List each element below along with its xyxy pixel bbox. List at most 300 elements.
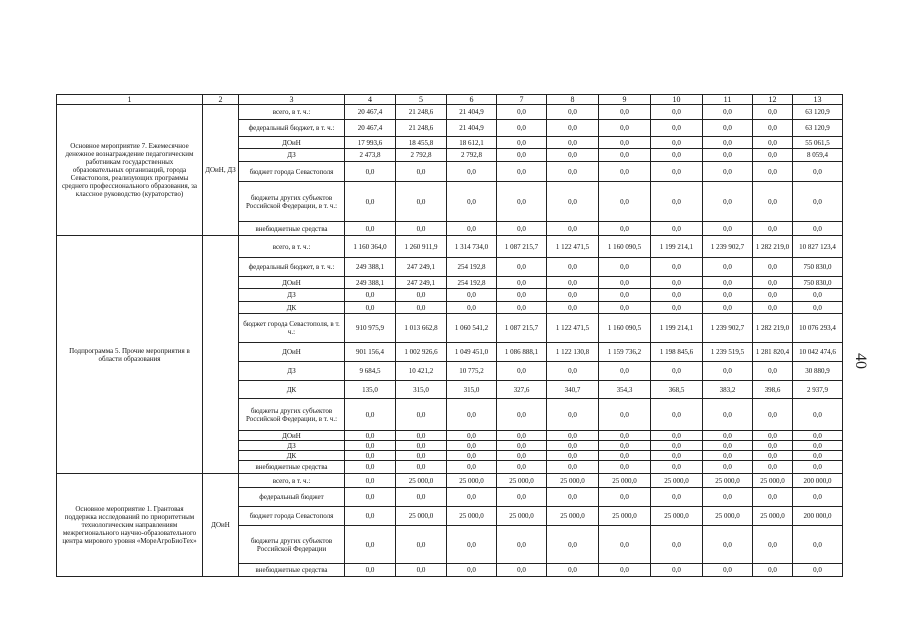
amount-cell: 0,0 (547, 137, 599, 149)
amount-cell: 0,0 (396, 526, 447, 564)
amount-cell: 0,0 (547, 277, 599, 289)
funding-source: федеральный бюджет, в т. ч.: (239, 120, 345, 137)
funding-source: бюджет города Севастополя (239, 507, 345, 526)
amount-cell: 249 388,1 (345, 258, 396, 277)
amount-cell: 2 792,8 (447, 149, 497, 162)
column-number: 8 (547, 95, 599, 105)
amount-cell: 55 061,5 (793, 137, 843, 149)
amount-cell: 398,6 (753, 381, 793, 399)
amount-cell: 0,0 (497, 120, 547, 137)
amount-cell: 0,0 (396, 451, 447, 461)
amount-cell: 0,0 (345, 507, 396, 526)
amount-cell: 63 120,9 (793, 120, 843, 137)
table-row (57, 105, 843, 120)
amount-cell: 0,0 (703, 431, 753, 441)
amount-cell: 200 000,0 (793, 507, 843, 526)
amount-cell: 0,0 (497, 258, 547, 277)
amount-cell: 1 260 911,9 (396, 236, 447, 258)
amount-cell: 0,0 (703, 461, 753, 474)
amount-cell: 0,0 (793, 399, 843, 431)
funding-source: внебюджетные средства (239, 461, 345, 474)
amount-cell: 0,0 (651, 461, 703, 474)
amount-cell: 0,0 (547, 162, 599, 182)
amount-cell: 0,0 (599, 137, 651, 149)
amount-cell: 200 000,0 (793, 474, 843, 488)
funding-source: федеральный бюджет (239, 488, 345, 507)
amount-cell: 0,0 (753, 149, 793, 162)
amount-cell: 8 059,4 (793, 149, 843, 162)
amount-cell: 0,0 (447, 488, 497, 507)
column-number: 3 (239, 95, 345, 105)
amount-cell: 0,0 (396, 222, 447, 236)
amount-cell: 0,0 (345, 399, 396, 431)
amount-cell: 0,0 (599, 461, 651, 474)
amount-cell: 0,0 (703, 488, 753, 507)
amount-cell: 0,0 (497, 222, 547, 236)
amount-cell: 1 159 736,2 (599, 343, 651, 362)
amount-cell: 0,0 (447, 441, 497, 451)
column-number: 6 (447, 95, 497, 105)
amount-cell: 0,0 (753, 105, 793, 120)
amount-cell: 0,0 (447, 399, 497, 431)
amount-cell: 0,0 (599, 526, 651, 564)
amount-cell: 910 975,9 (345, 314, 396, 343)
funding-source: ДОиН (239, 277, 345, 289)
amount-cell: 0,0 (753, 120, 793, 137)
amount-cell: 0,0 (497, 431, 547, 441)
funding-source: федеральный бюджет, в т. ч.: (239, 258, 345, 277)
funding-source: ДЗ (239, 362, 345, 381)
amount-cell: 0,0 (651, 258, 703, 277)
amount-cell: 0,0 (703, 564, 753, 577)
amount-cell: 17 993,6 (345, 137, 396, 149)
amount-cell: 0,0 (753, 277, 793, 289)
amount-cell: 0,0 (599, 289, 651, 302)
amount-cell: 327,6 (497, 381, 547, 399)
amount-cell: 1 160 090,5 (599, 236, 651, 258)
amount-cell: 10 775,2 (447, 362, 497, 381)
amount-cell: 0,0 (703, 149, 753, 162)
amount-cell: 0,0 (599, 431, 651, 441)
amount-cell: 315,0 (396, 381, 447, 399)
amount-cell: 0,0 (793, 526, 843, 564)
amount-cell: 1 199 214,1 (651, 314, 703, 343)
amount-cell: 21 404,9 (447, 105, 497, 120)
funding-source: ДК (239, 381, 345, 399)
amount-cell: 1 013 662,8 (396, 314, 447, 343)
amount-cell: 0,0 (599, 120, 651, 137)
column-number: 10 (651, 95, 703, 105)
amount-cell: 0,0 (753, 399, 793, 431)
amount-cell: 1 049 451,0 (447, 343, 497, 362)
executor: ДОиН (203, 474, 239, 577)
amount-cell: 0,0 (703, 302, 753, 314)
amount-cell: 25 000,0 (753, 474, 793, 488)
funding-source: всего, в т. ч.: (239, 236, 345, 258)
amount-cell: 25 000,0 (396, 474, 447, 488)
amount-cell: 0,0 (497, 289, 547, 302)
amount-cell: 0,0 (447, 222, 497, 236)
amount-cell: 0,0 (547, 149, 599, 162)
amount-cell: 135,0 (345, 381, 396, 399)
amount-cell: 1 002 926,6 (396, 343, 447, 362)
header-row (57, 95, 843, 105)
amount-cell: 0,0 (447, 461, 497, 474)
amount-cell: 0,0 (497, 277, 547, 289)
column-number: 11 (703, 95, 753, 105)
amount-cell: 0,0 (753, 182, 793, 222)
funding-source: ДЗ (239, 149, 345, 162)
amount-cell: 0,0 (703, 441, 753, 451)
funding-source: ДК (239, 451, 345, 461)
amount-cell: 315,0 (447, 381, 497, 399)
amount-cell: 0,0 (447, 564, 497, 577)
amount-cell: 25 000,0 (497, 474, 547, 488)
amount-cell: 0,0 (703, 362, 753, 381)
amount-cell: 30 880,9 (793, 362, 843, 381)
amount-cell: 20 467,4 (345, 105, 396, 120)
amount-cell: 1 282 219,0 (753, 236, 793, 258)
amount-cell: 0,0 (753, 302, 793, 314)
amount-cell: 0,0 (345, 564, 396, 577)
amount-cell: 1 122 130,8 (547, 343, 599, 362)
amount-cell: 254 192,8 (447, 277, 497, 289)
amount-cell: 0,0 (753, 488, 793, 507)
funding-source: бюджеты других субъектов Российской Федерации, в т. ч.: (239, 399, 345, 431)
amount-cell: 0,0 (497, 149, 547, 162)
amount-cell: 10 827 123,4 (793, 236, 843, 258)
amount-cell: 0,0 (345, 302, 396, 314)
amount-cell: 0,0 (396, 564, 447, 577)
amount-cell: 0,0 (753, 431, 793, 441)
amount-cell: 25 000,0 (651, 507, 703, 526)
amount-cell: 0,0 (703, 277, 753, 289)
amount-cell: 0,0 (753, 162, 793, 182)
amount-cell: 0,0 (753, 137, 793, 149)
amount-cell: 1 122 471,5 (547, 314, 599, 343)
amount-cell: 0,0 (497, 162, 547, 182)
amount-cell: 1 199 214,1 (651, 236, 703, 258)
funding-source: внебюджетные средства (239, 222, 345, 236)
measure-title: Основное мероприятие 7. Ежемесячное денежное вознаграждение педагогическим работникам государственных образовательных организаций, города Севастополя, реализующих программы среднего профессионального образования, за классное руководство (кураторство) (57, 105, 203, 236)
amount-cell: 0,0 (547, 120, 599, 137)
table-body (57, 95, 843, 577)
amount-cell: 0,0 (345, 441, 396, 451)
amount-cell: 0,0 (703, 451, 753, 461)
amount-cell: 1 087 215,7 (497, 314, 547, 343)
amount-cell: 0,0 (793, 451, 843, 461)
amount-cell: 0,0 (396, 182, 447, 222)
measure-title: Основное мероприятие 1. Грантовая поддержка исследований по приоритетным технологическим направлениям межрегионального научно-образовательного центра мирового уровня «МореАгроБиоТех» (57, 474, 203, 577)
amount-cell: 1 281 820,4 (753, 343, 793, 362)
amount-cell: 0,0 (651, 526, 703, 564)
amount-cell: 1 239 902,7 (703, 314, 753, 343)
column-number: 13 (793, 95, 843, 105)
amount-cell: 0,0 (345, 474, 396, 488)
amount-cell: 0,0 (547, 526, 599, 564)
amount-cell: 0,0 (651, 222, 703, 236)
amount-cell: 1 160 090,5 (599, 314, 651, 343)
amount-cell: 0,0 (497, 526, 547, 564)
funding-source: бюджет города Севастополя (239, 162, 345, 182)
page-number: 40 (852, 353, 869, 369)
amount-cell: 0,0 (753, 441, 793, 451)
amount-cell: 0,0 (793, 162, 843, 182)
amount-cell: 25 000,0 (703, 474, 753, 488)
amount-cell: 0,0 (793, 461, 843, 474)
amount-cell: 0,0 (599, 488, 651, 507)
amount-cell: 0,0 (651, 399, 703, 431)
amount-cell: 0,0 (793, 441, 843, 451)
amount-cell: 0,0 (547, 564, 599, 577)
column-number: 2 (203, 95, 239, 105)
amount-cell: 25 000,0 (396, 507, 447, 526)
amount-cell: 1 239 519,5 (703, 343, 753, 362)
amount-cell: 63 120,9 (793, 105, 843, 120)
amount-cell: 0,0 (651, 488, 703, 507)
amount-cell: 0,0 (396, 431, 447, 441)
amount-cell: 354,3 (599, 381, 651, 399)
amount-cell: 0,0 (497, 441, 547, 451)
funding-source: внебюджетные средства (239, 564, 345, 577)
amount-cell: 0,0 (599, 564, 651, 577)
amount-cell: 0,0 (599, 277, 651, 289)
funding-source: всего, в т. ч.: (239, 474, 345, 488)
table-row (57, 474, 843, 488)
amount-cell: 247 249,1 (396, 258, 447, 277)
amount-cell: 0,0 (447, 526, 497, 564)
amount-cell: 0,0 (703, 182, 753, 222)
table-row (57, 236, 843, 258)
amount-cell: 0,0 (547, 362, 599, 381)
amount-cell: 0,0 (345, 451, 396, 461)
amount-cell: 0,0 (447, 431, 497, 441)
amount-cell: 0,0 (703, 258, 753, 277)
amount-cell: 0,0 (793, 289, 843, 302)
funding-source: ДЗ (239, 289, 345, 302)
amount-cell: 0,0 (447, 451, 497, 461)
column-number: 12 (753, 95, 793, 105)
amount-cell: 0,0 (793, 488, 843, 507)
budget-table (56, 94, 843, 577)
amount-cell: 0,0 (396, 461, 447, 474)
amount-cell: 0,0 (447, 162, 497, 182)
amount-cell: 0,0 (599, 162, 651, 182)
column-number: 4 (345, 95, 396, 105)
amount-cell: 0,0 (703, 162, 753, 182)
amount-cell: 9 684,5 (345, 362, 396, 381)
amount-cell: 10 076 293,4 (793, 314, 843, 343)
amount-cell: 0,0 (651, 277, 703, 289)
amount-cell: 0,0 (547, 431, 599, 441)
amount-cell: 1 060 541,2 (447, 314, 497, 343)
amount-cell: 21 248,6 (396, 120, 447, 137)
amount-cell: 0,0 (651, 564, 703, 577)
amount-cell: 0,0 (497, 137, 547, 149)
amount-cell: 1 282 219,0 (753, 314, 793, 343)
amount-cell: 25 000,0 (447, 507, 497, 526)
amount-cell: 0,0 (703, 105, 753, 120)
amount-cell: 0,0 (651, 451, 703, 461)
amount-cell: 0,0 (753, 451, 793, 461)
amount-cell: 1 160 364,0 (345, 236, 396, 258)
amount-cell: 1 314 734,0 (447, 236, 497, 258)
amount-cell: 0,0 (497, 105, 547, 120)
amount-cell: 18 612,1 (447, 137, 497, 149)
amount-cell: 25 000,0 (599, 474, 651, 488)
amount-cell: 0,0 (547, 488, 599, 507)
amount-cell: 0,0 (651, 105, 703, 120)
amount-cell: 0,0 (753, 564, 793, 577)
funding-source: всего, в т. ч.: (239, 105, 345, 120)
funding-source: ДОиН (239, 137, 345, 149)
amount-cell: 0,0 (396, 162, 447, 182)
amount-cell: 10 042 474,6 (793, 343, 843, 362)
amount-cell: 0,0 (547, 399, 599, 431)
funding-source: бюджеты других субъектов Российской Федерации, в т. ч.: (239, 182, 345, 222)
amount-cell: 249 388,1 (345, 277, 396, 289)
amount-cell: 0,0 (547, 289, 599, 302)
amount-cell: 0,0 (651, 302, 703, 314)
amount-cell: 0,0 (396, 488, 447, 507)
funding-source: ДОиН (239, 343, 345, 362)
amount-cell: 0,0 (396, 399, 447, 431)
amount-cell: 0,0 (703, 526, 753, 564)
amount-cell: 2 937,9 (793, 381, 843, 399)
amount-cell: 21 248,6 (396, 105, 447, 120)
column-number: 9 (599, 95, 651, 105)
amount-cell: 0,0 (753, 362, 793, 381)
amount-cell: 0,0 (599, 362, 651, 381)
amount-cell: 0,0 (651, 182, 703, 222)
amount-cell: 1 198 845,6 (651, 343, 703, 362)
amount-cell: 1 122 471,5 (547, 236, 599, 258)
amount-cell: 0,0 (599, 302, 651, 314)
amount-cell: 0,0 (497, 399, 547, 431)
amount-cell: 0,0 (651, 149, 703, 162)
amount-cell: 0,0 (547, 258, 599, 277)
amount-cell: 254 192,8 (447, 258, 497, 277)
amount-cell: 0,0 (547, 222, 599, 236)
amount-cell: 0,0 (793, 182, 843, 222)
amount-cell: 0,0 (497, 451, 547, 461)
amount-cell: 0,0 (599, 105, 651, 120)
amount-cell: 25 000,0 (547, 474, 599, 488)
amount-cell: 750 830,0 (793, 258, 843, 277)
funding-source: ДОиН (239, 431, 345, 441)
amount-cell: 1 239 902,7 (703, 236, 753, 258)
amount-cell: 0,0 (547, 182, 599, 222)
amount-cell: 0,0 (599, 222, 651, 236)
measure-title: Подпрограмма 5. Прочие мероприятия в области образования (57, 236, 203, 474)
amount-cell: 25 000,0 (651, 474, 703, 488)
funding-source: бюджеты других субъектов Российской Федерации (239, 526, 345, 564)
funding-source: ДЗ (239, 441, 345, 451)
amount-cell: 20 467,4 (345, 120, 396, 137)
amount-cell: 0,0 (345, 222, 396, 236)
amount-cell: 10 421,2 (396, 362, 447, 381)
amount-cell: 18 455,8 (396, 137, 447, 149)
amount-cell: 1 086 888,1 (497, 343, 547, 362)
amount-cell: 0,0 (753, 526, 793, 564)
funding-source: ДК (239, 302, 345, 314)
amount-cell: 0,0 (599, 149, 651, 162)
amount-cell: 247 249,1 (396, 277, 447, 289)
amount-cell: 0,0 (651, 441, 703, 451)
amount-cell: 0,0 (497, 362, 547, 381)
amount-cell: 0,0 (651, 120, 703, 137)
amount-cell: 0,0 (651, 137, 703, 149)
amount-cell: 0,0 (345, 289, 396, 302)
amount-cell: 340,7 (547, 381, 599, 399)
amount-cell: 0,0 (651, 289, 703, 302)
amount-cell: 0,0 (599, 258, 651, 277)
amount-cell: 0,0 (753, 222, 793, 236)
amount-cell: 0,0 (793, 222, 843, 236)
amount-cell: 0,0 (753, 289, 793, 302)
amount-cell: 0,0 (497, 302, 547, 314)
amount-cell: 0,0 (793, 564, 843, 577)
amount-cell: 0,0 (793, 302, 843, 314)
amount-cell: 0,0 (547, 302, 599, 314)
amount-cell: 0,0 (345, 182, 396, 222)
amount-cell: 0,0 (396, 441, 447, 451)
amount-cell: 25 000,0 (703, 507, 753, 526)
amount-cell: 0,0 (447, 182, 497, 222)
column-number: 5 (396, 95, 447, 105)
amount-cell: 0,0 (753, 461, 793, 474)
amount-cell: 0,0 (497, 182, 547, 222)
amount-cell: 0,0 (703, 399, 753, 431)
amount-cell: 0,0 (547, 461, 599, 474)
amount-cell: 0,0 (651, 162, 703, 182)
executor (203, 236, 239, 474)
amount-cell: 0,0 (345, 526, 396, 564)
amount-cell: 0,0 (345, 488, 396, 507)
amount-cell: 0,0 (497, 461, 547, 474)
amount-cell: 0,0 (547, 441, 599, 451)
amount-cell: 368,5 (651, 381, 703, 399)
amount-cell: 0,0 (703, 137, 753, 149)
amount-cell: 0,0 (497, 488, 547, 507)
amount-cell: 0,0 (599, 451, 651, 461)
column-number: 1 (57, 95, 203, 105)
amount-cell: 0,0 (447, 289, 497, 302)
amount-cell: 0,0 (345, 162, 396, 182)
amount-cell: 25 000,0 (447, 474, 497, 488)
funding-source: бюджет города Севастополя, в т. ч.: (239, 314, 345, 343)
amount-cell: 0,0 (547, 451, 599, 461)
amount-cell: 25 000,0 (547, 507, 599, 526)
amount-cell: 901 156,4 (345, 343, 396, 362)
amount-cell: 0,0 (703, 120, 753, 137)
amount-cell: 0,0 (599, 399, 651, 431)
amount-cell: 25 000,0 (753, 507, 793, 526)
amount-cell: 0,0 (396, 302, 447, 314)
executor: ДОиН, ДЗ (203, 105, 239, 236)
amount-cell: 2 792,8 (396, 149, 447, 162)
amount-cell: 750 830,0 (793, 277, 843, 289)
amount-cell: 0,0 (651, 362, 703, 381)
amount-cell: 0,0 (599, 182, 651, 222)
amount-cell: 0,0 (651, 431, 703, 441)
amount-cell: 0,0 (396, 289, 447, 302)
amount-cell: 0,0 (753, 258, 793, 277)
amount-cell: 21 404,9 (447, 120, 497, 137)
amount-cell: 0,0 (497, 564, 547, 577)
amount-cell: 1 087 215,7 (497, 236, 547, 258)
column-number: 7 (497, 95, 547, 105)
